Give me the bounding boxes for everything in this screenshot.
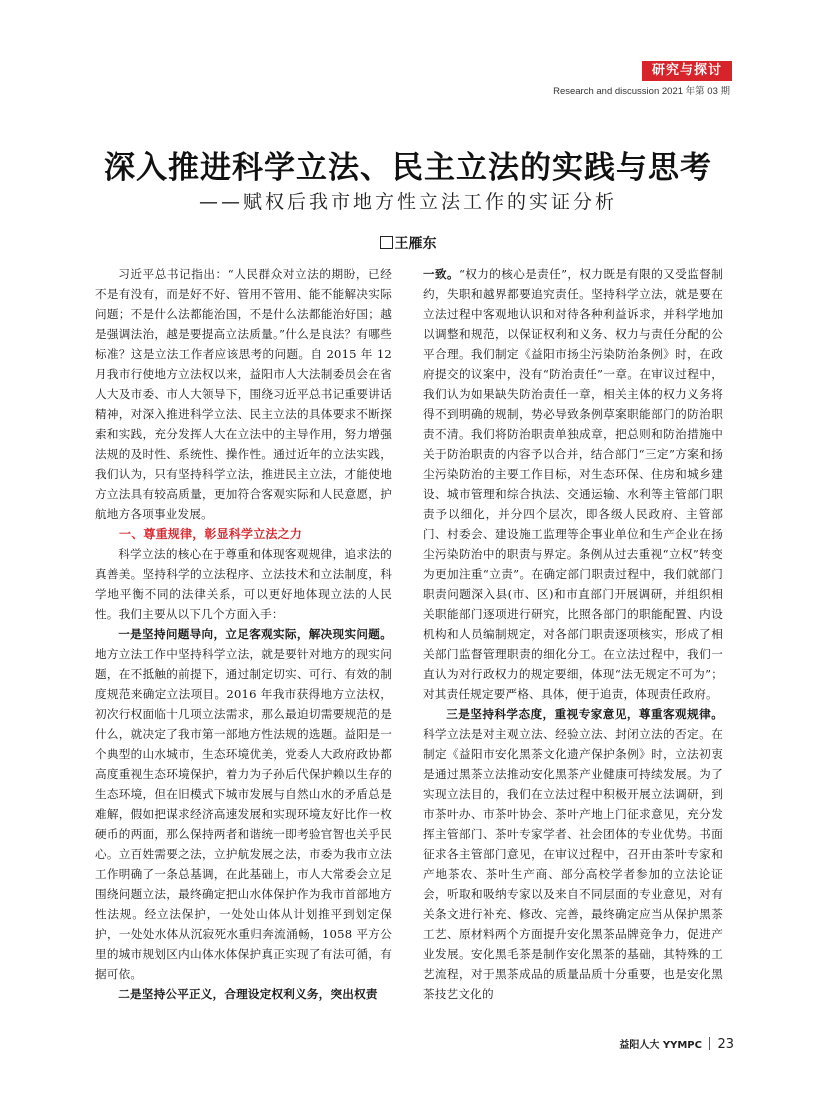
article-title: 深入推进科学立法、民主立法的实践与思考 [104, 150, 712, 186]
left-column [95, 264, 392, 1004]
page-footer [619, 1036, 734, 1052]
paragraph [95, 624, 392, 984]
paragraph-lead: 一致。 [423, 267, 459, 281]
right-column [423, 264, 723, 1004]
square-icon [380, 236, 393, 249]
section-subtitle: Research and discussion 2021 年第 03 期 [553, 86, 730, 97]
page-number: 23 [717, 1037, 734, 1052]
author-line [0, 233, 816, 253]
paragraph: 习近平总书记指出：“人民群众对立法的期盼，已经不是有没有，而是好不好、管用不管用、能不能解决实际问题；不是什么法都能治国，不是什么法都能治好国；越是强调法治，越是要提高立法质量。”什么是良法？有哪些标准？这是立法工作者应该思考的问题。自 2015 年 12 月我市行使地方立法权以来，益阳市人大法制委员会在省人大及市委、市人大领导下，围绕习近平总书记重要讲话精神，对深入推进科学立法、民主立法的具体要求不断探索和实践，充分发挥人大在立法中的主导作用，努力增强法规的及时性、系统性、操作性。通过近年的立法实践，我们认为，只有坚持科学立法，推进民主立法，才能使地方立法具有较高质量，更加符合客观实际和人民意愿，护航地方各项事业发展。 [95, 267, 392, 521]
section-tag: 研究与探讨 [642, 61, 732, 81]
section-heading: 一、尊重规律，彰显科学立法之力 [119, 527, 303, 541]
paragraph [423, 264, 723, 704]
author-name: 王雁东 [394, 236, 437, 252]
paragraph: 科学立法的核心在于尊重和体现客观规律，追求法的真善美。坚持科学的立法程序、立法技术和立法制度，科学地平衡不同的法律关系，可以更好地体现立法的人民性。我们主要从以下几个方面入手： [95, 547, 392, 621]
paragraph-body: 科学立法是对主观立法、经验立法、封闭立法的否定。在制定《益阳市安化黑茶文化遗产保护条例》时，立法初衷是通过黑茶立法推动安化黑茶产业健康可持续发展。为了实现立法目的，我们在立法过程中积极开展立法调研，到市茶叶办、市茶叶协会、茶叶产地上门征求意见，充分发挥主管部门、茶叶专家学者、社会团体的专业优势。书面征求各主管部门意见，在审议过程中，召开由茶叶专家和产地茶农、茶叶生产商、部分高校学者参加的立法论证会，听取和吸纳专家以及来自不同层面的专业意见，对有关条文进行补充、修改、完善，最终确定应当从保护黑茶工艺、原材料两个方面提升安化黑茶品牌竞争力，促进产业发展。安化黑毛茶是制作安化黑茶的基础，其特殊的工艺流程，对于黑茶成品的质量品质十分重要，也是安化黑茶技艺文化的 [423, 727, 723, 1001]
paragraph-lead: 二是坚持公平正义，合理设定权利义务，突出权责 [118, 987, 378, 1001]
article-subtitle: ——赋权后我市地方性立法工作的实证分析 [198, 191, 617, 213]
paragraph-body: “权力的核心是责任”，权力既是有限的又受监督制约，失职和越界都要追究责任。坚持科学立法，就是要在立法过程中客观地认识和对待各种利益诉求，并科学地加以调整和规范，以保证权利和义务、权力与责任分配的公平合理。我们制定《益阳市扬尘污染防治条例》时，在政府提交的议案中，没有“防治责任”一章。在审议过程中，我们认为如果缺失防治责任一章，相关主体的权力义务将得不到明确的规制，势必导致条例草案职能部门的防治职责不清。我们将防治职责单独成章，把总则和防治措施中关于防治职责的内容予以合并，结合部门“三定”方案和扬尘污染防治的主要工作目标，对生态环保、住房和城乡建设、城市管理和综合执法、交通运输、水利等主管部门职责予以细化，并分四个层次，即各级人民政府、主管部门、村委会、建设施工监理等企事业单位和生产企业在扬尘污染防治中的职责与界定。条例从过去重视“立权”转变为更加注重“立责”。在确定部门职责过程中，我们就部门职责问题深入县(市、区)和市直部门开展调研，并组织相关职能部门逐项进行研究，比照各部门的职能配置、内设机构和人员编制规定，对各部门职责逐项核实，形成了相关部门监督管理职责的细化分工。在立法过程中，我们一直认为对行政权力的规定要细，体现“法无规定不可为”；对其责任规定要严格、具体，便于追责，体现责任政府。 [423, 267, 723, 701]
paragraph-lead: 三是坚持科学态度，重视专家意见，尊重客观规律。 [446, 707, 723, 721]
paragraph-lead: 一是坚持问题导向，立足客观实际，解决现实问题。 [118, 627, 392, 641]
paragraph-body: 地方立法工作中坚持科学立法，就是要针对地方的现实问题，在不抵触的前提下，通过制定切实、可行、有效的制度规范来确定立法项目。2016 年我市获得地方立法权，初次行权面临十几项立法需求，那么最迫切需要规范的是什么，就决定了我市第一部地方性法规的选题。益阳是一个典型的山水城市，生态环境优美，党委人大政府政协都高度重视生态环境保护，着力为子孙后代保护赖以生存的生态环境，但在旧模式下城市发展与自然山水的矛盾总是难解，假如把谋求经济高速发展和实现环境友好比作一枚硬币的两面，那么保持两者和谐统一即考验官智也关乎民心。立百姓需要之法，立护航发展之法，市委为我市立法工作明确了一条总基调，在此基础上，市人大常委会立足围绕问题立法，最终确定把山水体保护作为我市首部地方性法规。经立法保护，一处处山体从计划推平到划定保护，一处处水体从沉寂死水重归奔流涌畅，1058 平方公里的城市规划区内山体水体保护真正实现了有法可循，有据可依。 [95, 647, 392, 981]
footer-divider [709, 1037, 711, 1050]
paragraph [423, 704, 723, 1004]
paragraph [95, 984, 392, 1004]
journal-name: 益阳人大 YYMPC [619, 1040, 702, 1051]
